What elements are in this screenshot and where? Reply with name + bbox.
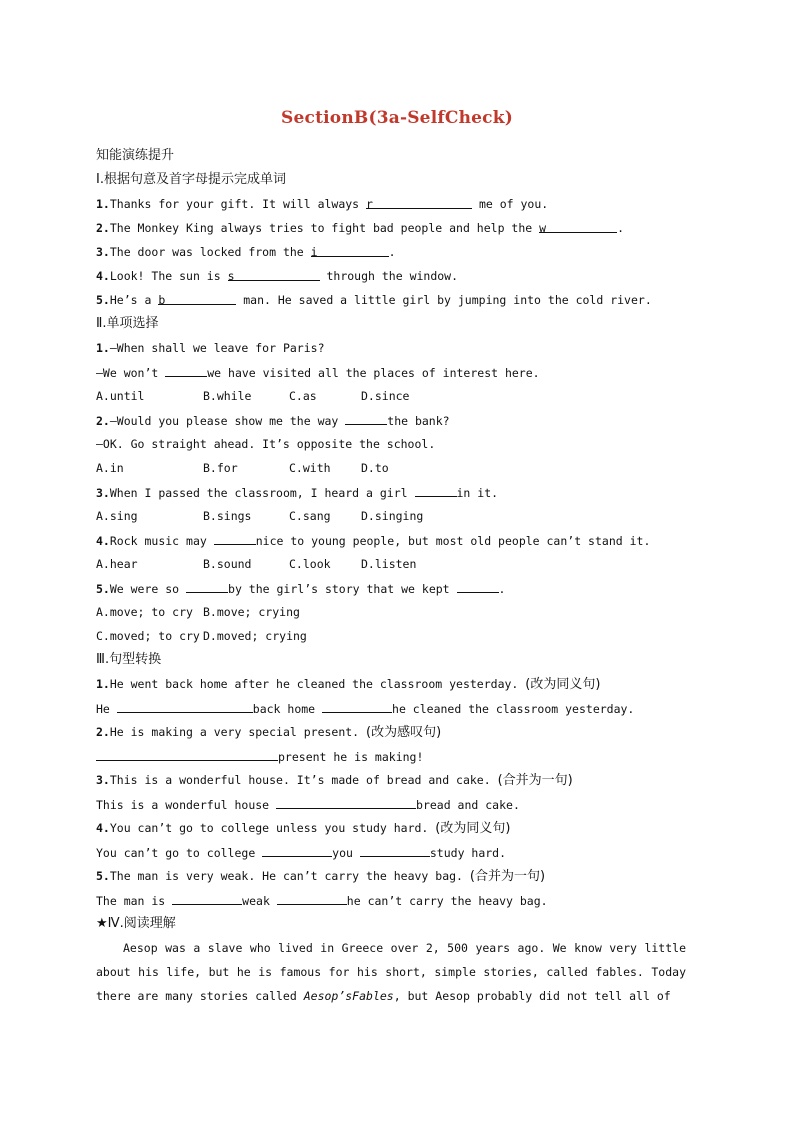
initial-letter: r xyxy=(366,197,373,211)
item-number: 5. xyxy=(96,293,110,307)
part3-q2 xyxy=(96,722,441,742)
fill-blank[interactable] xyxy=(214,530,256,545)
fill-blank[interactable] xyxy=(277,890,347,905)
part2-q1-line1 xyxy=(96,338,325,358)
fill-blank[interactable] xyxy=(457,578,499,593)
instruction-note: (改为同义句) xyxy=(525,677,601,692)
option-c[interactable]: C.moved; to cry xyxy=(96,629,200,643)
part1-item-2 xyxy=(96,218,624,238)
part3-a1 xyxy=(96,698,634,718)
item-text: He’s a xyxy=(109,293,159,307)
item-text: You can’t go to college unless you study hard. xyxy=(109,821,436,835)
fill-blank[interactable] xyxy=(117,698,253,713)
part3-q4 xyxy=(96,818,510,838)
item-text: He is making a very special present. xyxy=(109,725,367,739)
item-text: The Monkey King always tries to fight bad people and help the xyxy=(109,221,540,235)
item-number: 2. xyxy=(96,221,110,235)
instruction-note: (合并为一句) xyxy=(497,773,573,788)
item-number: 3. xyxy=(96,486,110,500)
item-text: This is a wonderful house xyxy=(96,798,277,812)
option-a[interactable]: A.until xyxy=(96,389,145,403)
fill-blank[interactable] xyxy=(96,746,278,761)
part1-item-4 xyxy=(96,266,458,286)
part3-q5 xyxy=(96,866,545,886)
item-number: 2. xyxy=(96,725,110,739)
part1-item-1 xyxy=(96,194,548,214)
item-number: 5. xyxy=(96,869,110,883)
item-text: You can’t go to college xyxy=(96,846,263,860)
item-text: —We won’t xyxy=(96,366,166,380)
page-title: SectionB(3a-SelfCheck) xyxy=(281,108,513,128)
item-text: When I passed the classroom, I heard a girl xyxy=(109,486,415,500)
option-a[interactable]: A.sing xyxy=(96,509,138,523)
part2-q2-options xyxy=(96,458,389,478)
part3-q1 xyxy=(96,674,600,694)
fill-blank[interactable] xyxy=(360,842,430,857)
option-d[interactable]: D.moved; crying xyxy=(203,629,307,643)
item-text: Rock music may xyxy=(109,534,214,548)
option-c[interactable]: C.look xyxy=(289,557,331,571)
part2-q2-line2 xyxy=(96,434,435,454)
instruction-note: (改为感叹句) xyxy=(366,725,442,740)
item-number: 1. xyxy=(96,341,110,355)
option-c[interactable]: C.as xyxy=(289,389,317,403)
item-text: . xyxy=(617,221,625,235)
part1-title: Ⅰ.根据句意及首字母提示完成单词 xyxy=(96,172,286,187)
part4-title: ★Ⅳ.阅读理解 xyxy=(96,916,176,931)
item-text: Look! The sun is xyxy=(109,269,228,283)
part2-q5-options-row2 xyxy=(96,626,307,646)
initial-letter: i xyxy=(310,245,318,259)
item-number: 1. xyxy=(96,677,110,691)
item-text: He xyxy=(96,702,117,716)
option-d[interactable]: D.since xyxy=(361,389,410,403)
part3-q3 xyxy=(96,770,573,790)
option-b[interactable]: B.sings xyxy=(203,509,252,523)
item-text: The man is xyxy=(96,894,173,908)
part1-item-5 xyxy=(96,290,652,310)
item-text: back home xyxy=(252,702,323,716)
part3-a5 xyxy=(96,890,548,910)
part2-q4-options xyxy=(96,554,416,574)
option-a[interactable]: A.hear xyxy=(96,557,138,571)
part2-q5 xyxy=(96,578,505,598)
reading-passage xyxy=(96,936,686,1008)
passage-text: Aesop was a slave who lived in Greece over 2, 500 years ago. We know very little about his life, but he is famous for his short, simple stories, called fables. Today there are many stories called xyxy=(96,941,686,1003)
option-c[interactable]: C.sang xyxy=(289,509,331,523)
section-heading: 知能演练提升 xyxy=(96,148,175,163)
item-text: present he is making! xyxy=(278,750,424,764)
initial-letter: b xyxy=(158,293,166,307)
fill-blank[interactable] xyxy=(262,842,332,857)
option-b[interactable]: B.for xyxy=(203,461,238,475)
item-number: 4. xyxy=(96,269,110,283)
part2-q2-line1 xyxy=(96,410,450,430)
item-number: 3. xyxy=(96,773,110,787)
option-b[interactable]: B.move; crying xyxy=(203,605,300,619)
item-text: man. He saved a little girl by jumping into the cold river. xyxy=(236,293,652,307)
item-text: in it. xyxy=(456,486,499,500)
initial-letter: s xyxy=(227,269,235,283)
item-number: 5. xyxy=(96,582,110,596)
item-text: you xyxy=(332,846,360,860)
fill-blank[interactable] xyxy=(539,218,617,233)
option-d[interactable]: D.singing xyxy=(361,509,424,523)
item-number: 1. xyxy=(96,197,110,211)
fill-blank[interactable] xyxy=(186,578,228,593)
instruction-note: (合并为一句) xyxy=(469,869,546,884)
fill-blank[interactable] xyxy=(311,242,389,257)
item-text: me of you. xyxy=(472,197,549,211)
book-title: Aesop’sFables xyxy=(303,989,394,1003)
fill-blank[interactable] xyxy=(345,410,387,425)
part2-q1-line2 xyxy=(96,362,540,382)
item-text: we have visited all the places of interest here. xyxy=(207,366,540,380)
fill-blank[interactable] xyxy=(415,482,457,497)
item-text: by the girl’s story that we kept xyxy=(228,582,457,596)
item-number: 2. xyxy=(96,414,110,428)
option-d[interactable]: D.to xyxy=(361,461,389,475)
initial-letter: w xyxy=(539,221,547,235)
item-text: The door was locked from the xyxy=(109,245,311,259)
part2-title: Ⅱ.单项选择 xyxy=(96,316,159,331)
part2-q3-options xyxy=(96,506,423,526)
part2-q4 xyxy=(96,530,650,550)
item-text: weak xyxy=(242,894,277,908)
fill-blank[interactable] xyxy=(322,698,392,713)
part2-q1-options xyxy=(96,386,409,406)
item-text: bread and cake. xyxy=(416,798,520,812)
fill-blank[interactable] xyxy=(165,362,207,377)
item-text: We were so xyxy=(109,582,187,596)
item-text: —OK. Go straight ahead. It’s opposite the school. xyxy=(96,437,436,451)
passage-text: , but Aesop probably did not tell all of xyxy=(393,989,671,1003)
part3-title: Ⅲ.句型转换 xyxy=(96,652,162,667)
item-number: 4. xyxy=(96,534,110,548)
part3-a2 xyxy=(96,746,423,766)
item-text: he cleaned the classroom yesterday. xyxy=(392,702,635,716)
item-text: through the window. xyxy=(319,269,459,283)
item-text: study hard. xyxy=(429,846,507,860)
item-text: the bank? xyxy=(387,414,450,428)
fill-blank[interactable] xyxy=(228,266,320,281)
item-text: . xyxy=(388,245,396,259)
option-a[interactable]: A.in xyxy=(96,461,124,475)
part2-q3 xyxy=(96,482,498,502)
fill-blank[interactable] xyxy=(276,794,416,809)
option-d[interactable]: D.listen xyxy=(361,557,417,571)
part2-q5-options-row1 xyxy=(96,602,300,622)
item-text: He went back home after he cleaned the classroom yesterday. xyxy=(109,677,526,691)
part3-a4 xyxy=(96,842,506,862)
item-text: . xyxy=(498,582,506,596)
fill-blank[interactable] xyxy=(366,194,472,209)
option-a[interactable]: A.move; to cry xyxy=(96,605,193,619)
fill-blank[interactable] xyxy=(158,290,236,305)
item-number: 4. xyxy=(96,821,110,835)
item-text: nice to young people, but most old people can’t stand it. xyxy=(255,534,651,548)
item-text: Thanks for your gift. It will always xyxy=(109,197,367,211)
option-c[interactable]: C.with xyxy=(289,461,331,475)
item-text: he can’t carry the heavy bag. xyxy=(346,894,548,908)
item-text: This is a wonderful house. It’s made of bread and cake. xyxy=(109,773,498,787)
item-number: 3. xyxy=(96,245,110,259)
instruction-note: (改为同义句) xyxy=(435,821,511,836)
fill-blank[interactable] xyxy=(172,890,242,905)
part3-a3 xyxy=(96,794,520,814)
item-text: The man is very weak. He can’t carry the heavy bag. xyxy=(109,869,470,883)
item-text: —When shall we leave for Paris? xyxy=(109,341,325,355)
item-text: —Would you please show me the way xyxy=(109,414,346,428)
option-b[interactable]: B.sound xyxy=(203,557,252,571)
part1-item-3 xyxy=(96,242,396,262)
option-b[interactable]: B.while xyxy=(203,389,252,403)
